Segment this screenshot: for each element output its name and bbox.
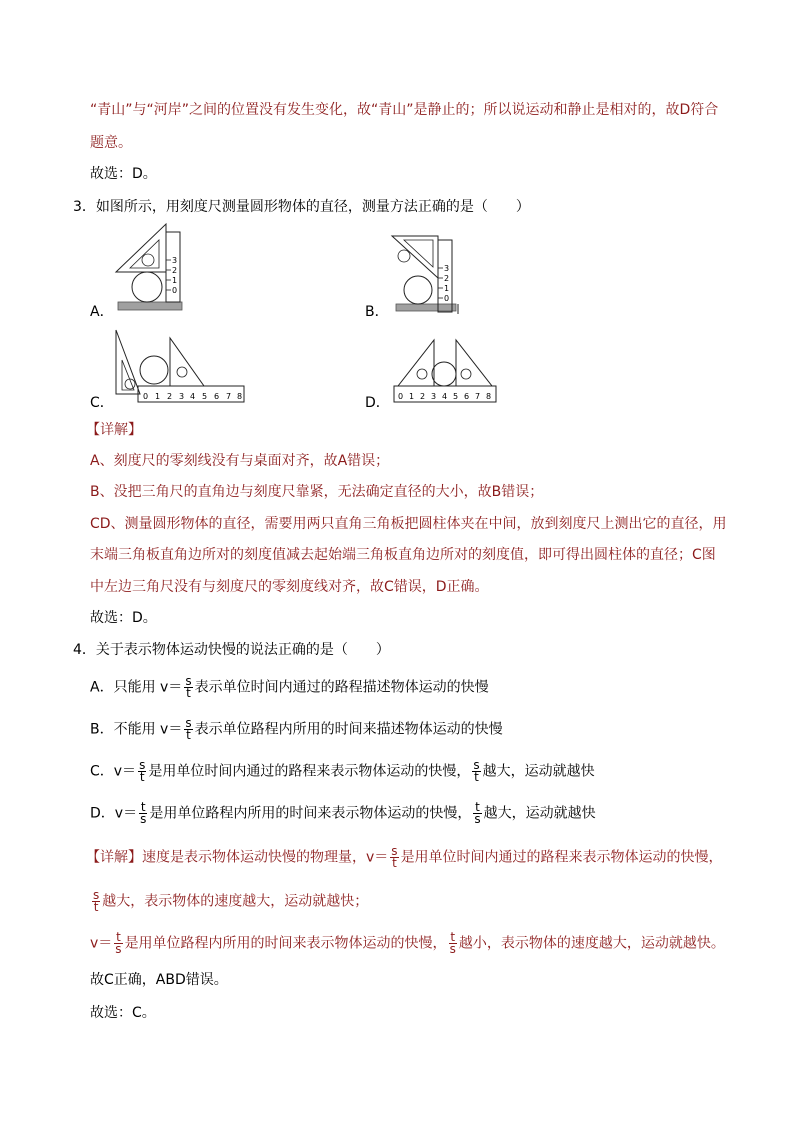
fig-d-tick: 3 [431,392,437,401]
fig-b-tick: 1 [444,284,450,293]
fig-d-tick: 1 [409,392,415,401]
fig-c-tick: 6 [214,392,220,401]
fig-d-tick: 8 [486,392,492,401]
q2-explanation-line1: “青山”与“河岸”之间的位置没有发生变化，故“青山”是静止的；所以说运动和静止是相对的，故D符合 [90,102,719,118]
q4-conclusion: 故C正确，ABD错误。 [90,972,228,988]
q4-answer: 故选：C。 [90,1005,156,1021]
fig-c-tick: 5 [202,392,208,401]
fig-c-tick: 0 [143,392,149,401]
q4-option-c: C．v＝ $\frac{s}{t}$ 是用单位时间内通过的路程来表示物体运动的快慢， $\frac{s}{t}$ 越大，运动就越快 [90,758,595,784]
fig-d-tick: 0 [398,392,404,401]
fig-b-tick: 2 [444,274,450,283]
fig-c-tick: 8 [237,392,243,401]
fig-d-tick: 4 [442,392,448,401]
q3-exp-b: B、没把三角尺的直角边与刻度尺靠紧，无法确定直径的大小，故B错误； [90,484,544,500]
fig-d-tick: 5 [453,392,459,401]
q3-option-a-label: A． [90,304,114,320]
q3-option-c-label: C． [90,395,114,411]
figure-b [388,232,468,316]
fig-b-tick: 0 [444,294,450,303]
fig-a-tick: 1 [172,276,178,285]
figure-c [110,328,250,408]
q4-exp-line2: $\frac{s}{t}$ 越大，表示物体的速度越大，运动就越快； [93,888,369,914]
figure-a [112,222,192,314]
fig-c-tick: 1 [155,392,161,401]
fig-c-tick: 4 [190,392,196,401]
fig-d-tick: 6 [464,392,470,401]
q4-option-a: A．只能用 v＝ $\frac{s}{t}$ 表示单位时间内通过的路程描述物体运动的快慢 [90,674,489,700]
q3-exp-cd-1: CD、测量圆形物体的直径，需要用两只直角三角板把圆柱体夹在中间，放到刻度尺上测出它的直径，用 [90,516,727,532]
q3-detail-tag: 【详解】 [86,422,142,438]
fig-d-tick: 2 [420,392,426,401]
q4-stem: 4．关于表示物体运动快慢的说法正确的是（ ） [73,642,390,658]
q3-answer: 故选：D。 [90,610,157,626]
fig-c-tick: 3 [179,392,185,401]
fig-d-tick: 7 [475,392,481,401]
q4-exp-line1: 【详解】速度是表示物体运动快慢的物理量，v＝ $\frac{s}{t}$ 是用单位时间内通过的路程来表示物体运动的快慢， [86,844,723,870]
fig-c-tick: 7 [226,392,232,401]
q4-option-d: D．v＝ $\frac{t}{s}$ 是用单位路程内所用的时间来表示物体运动的快慢， $\frac{t}{s}$ 越大，运动就越快 [90,800,596,826]
fig-a-tick: 0 [172,286,178,295]
fig-a-tick: 2 [172,266,178,275]
q4-exp-line3: v＝ $\frac{t}{s}$ 是用单位路程内所用的时间来表示物体运动的快慢， $\frac{t}{s}$ 越小，表示物体的速度越大，运动就越快。 [90,930,725,956]
q4-detail-tag: 【详解】 [86,849,142,866]
figure-d [390,336,500,408]
q4-option-b: B．不能用 v＝ $\frac{s}{t}$ 表示单位路程内所用的时间来描述物体运动的快慢 [90,716,503,742]
q3-exp-a: A、刻度尺的零刻线没有与桌面对齐，故A错误； [90,453,390,469]
q2-explanation-line2: 题意。 [90,135,132,151]
fig-a-tick: 3 [172,256,178,265]
q3-stem: 3．如图所示，用刻度尺测量圆形物体的直径，测量方法正确的是（ ） [73,199,530,215]
q2-answer: 故选：D。 [90,166,157,182]
q3-option-d-label: D． [365,395,390,411]
q3-option-b-label: B． [365,304,389,320]
q3-exp-cd-2: 末端三角板直角边所对的刻度值减去起始端三角板直角边所对的刻度值，即可得出圆柱体的直径；C图 [90,547,716,563]
fig-b-tick: 3 [444,264,450,273]
q3-exp-cd-3: 中左边三角尺没有与刻度尺的零刻度线对齐，故C错误，D正确。 [90,579,489,595]
fig-c-tick: 2 [167,392,173,401]
